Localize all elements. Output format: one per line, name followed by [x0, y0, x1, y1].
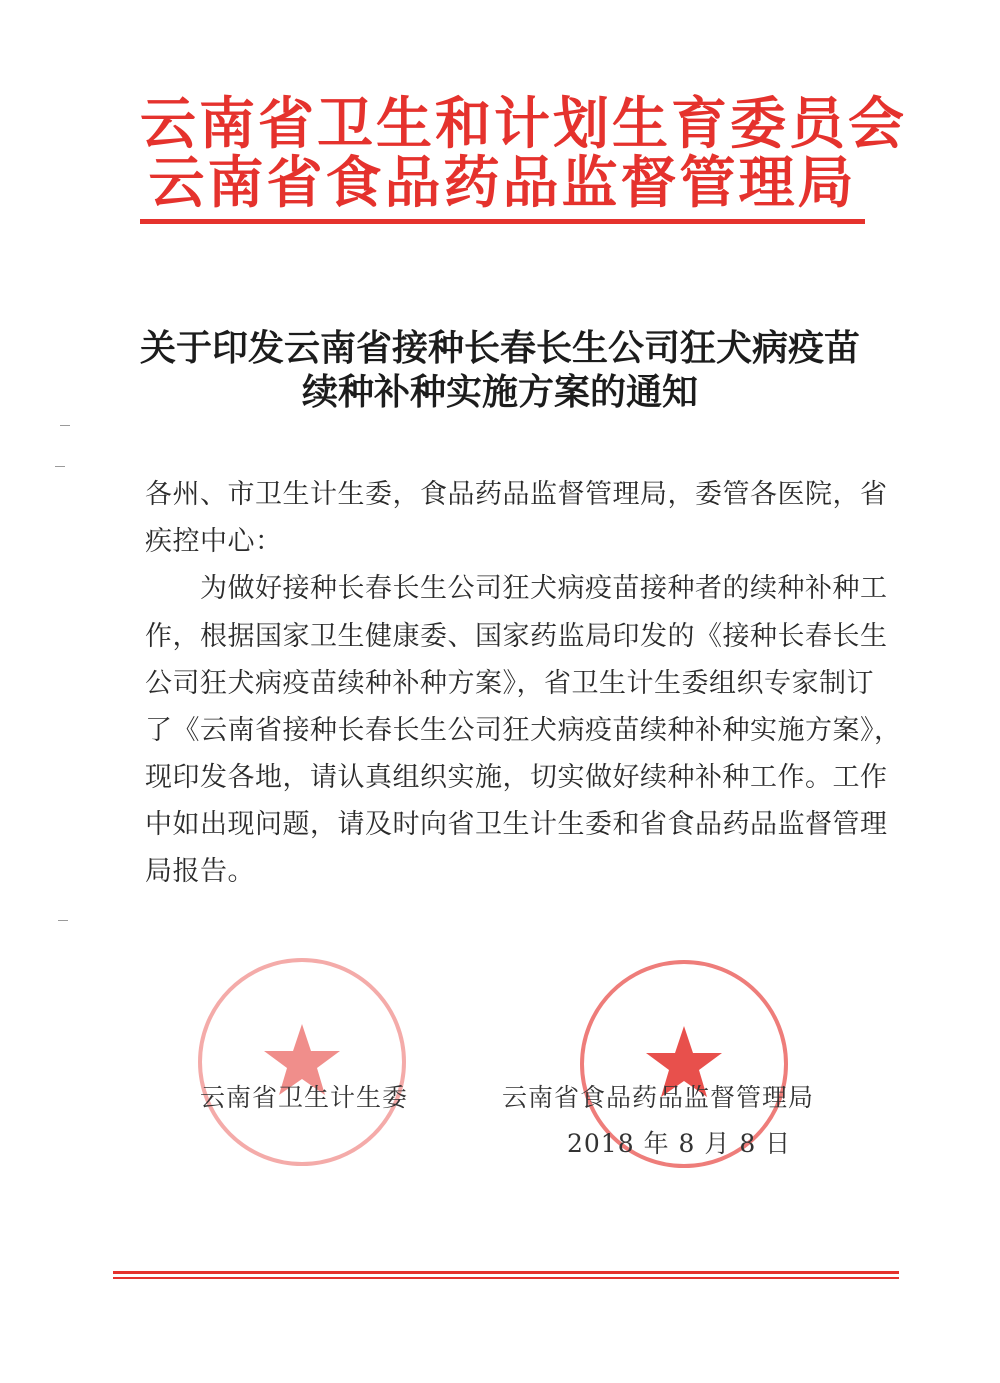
addressee-line-2: 疾控中心： — [145, 526, 283, 557]
footer-red-rule-thick — [113, 1271, 899, 1274]
document-title-line-2: 续种补种实施方案的通知 — [301, 371, 698, 413]
signature-right-organization: 云南省食品药品监督管理局 — [502, 1083, 815, 1112]
issuer-header-line-1: 云南省卫生和计划生育委员会 — [140, 92, 907, 157]
body-paragraph-line: 了《云南省接种长春长生公司狂犬病疫苗续种补种实施方案》， — [145, 715, 902, 746]
body-paragraph-line: 中如出现问题，请及时向省卫生计生委和省食品药品监督管理 — [145, 809, 888, 840]
official-seal-health-commission — [198, 958, 409, 1166]
issue-date: 2018 年 8 月 8 日 — [567, 1129, 792, 1158]
body-paragraph-line: 现印发各地，请认真组织实施，切实做好续种补种工作。工作 — [145, 762, 888, 793]
body-paragraph-line: 作，根据国家卫生健康委、国家药监局印发的《接种长春长生 — [145, 621, 888, 652]
body-paragraph-line: 公司狂犬病疫苗续种补种方案》，省卫生计生委组织专家制订 — [145, 668, 874, 699]
header-red-rule — [140, 219, 865, 224]
body-paragraph-line: 局报告。 — [145, 856, 255, 887]
scan-mark — [55, 466, 65, 467]
scan-mark — [58, 920, 68, 921]
addressee-line-1: 各州、市卫生计生委，食品药品监督管理局，委管各医院，省 — [145, 479, 888, 510]
signature-left-organization: 云南省卫生计生委 — [200, 1083, 409, 1112]
scan-mark — [60, 425, 70, 426]
footer-red-rule-thin — [113, 1277, 899, 1279]
body-paragraph-line: 为做好接种长春长生公司狂犬病疫苗接种者的续种补种工 — [200, 573, 888, 604]
issuer-header-line-2: 云南省食品药品监督管理局 — [148, 151, 857, 216]
seal-star-icon — [202, 962, 402, 1162]
document-title-line-1: 关于印发云南省接种长春长生公司狂犬病疫苗 — [139, 327, 860, 369]
